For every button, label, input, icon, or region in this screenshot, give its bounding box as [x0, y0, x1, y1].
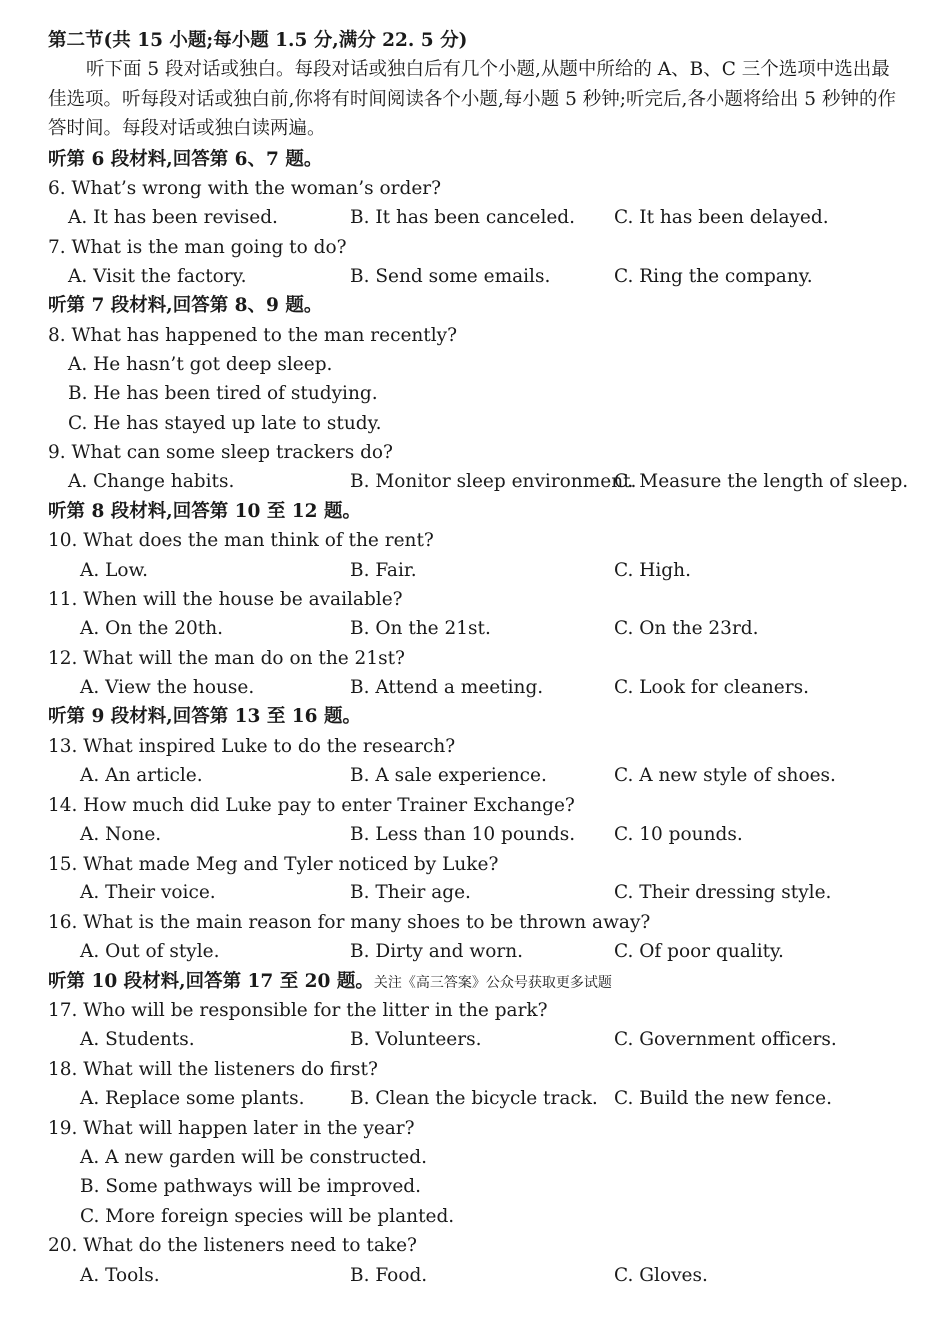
option-a-row: [0, 1143, 950, 1173]
question-18: 18. What will the listeners do first?: [48, 1059, 378, 1080]
options-row: [0, 878, 950, 908]
option-a: A. It has been revised.: [68, 207, 278, 228]
option-a: A. View the house.: [80, 677, 255, 698]
option-a: A. Out of style.: [80, 941, 220, 962]
option-a: A. Their voice.: [80, 882, 216, 903]
question-12: 12. What will the man do on the 21st?: [48, 648, 405, 669]
question-20: 20. What do the listeners need to take?: [48, 1235, 417, 1256]
option-b: B. Their age.: [350, 882, 471, 903]
option-b: B. Volunteers.: [350, 1029, 482, 1050]
option-a: A. None.: [80, 824, 162, 845]
option-b: B. It has been canceled.: [350, 207, 576, 228]
option-b: B. Less than 10 pounds.: [350, 824, 576, 845]
instructions: 听下面 5 段对话或独白。每段对话或独白后有几个小题,从题中所给的 A、B、C 三个选项中选出最佳选项。听每段对话或独白前,你将有时间阅读各个小题,每小题 5 秒钟;听完后,各小题将给出 5 秒钟的作答时间。每段对话或独白读两遍。: [48, 59, 896, 139]
section-title: 第二节(共 15 小题;每小题 1.5 分,满分 22. 5 分): [48, 30, 468, 51]
option-c: C. High.: [614, 560, 691, 581]
option-a: A. He hasn’t got deep sleep.: [68, 354, 333, 375]
options-row: [0, 614, 950, 644]
option-b: B. Attend a meeting.: [350, 677, 544, 698]
option-b: B. Fair.: [350, 560, 417, 581]
option-a: A. Tools.: [80, 1265, 160, 1286]
option-a: A. An article.: [80, 765, 203, 786]
question-7: 7. What is the man going to do?: [48, 237, 347, 258]
group-heading: 听第 6 段材料,回答第 6、7 题。: [48, 149, 323, 170]
group-heading: 听第 10 段材料,回答第 17 至 20 题。: [48, 971, 374, 992]
option-c: C. Ring the company.: [614, 266, 813, 287]
group-heading: 听第 7 段材料,回答第 8、9 题。: [48, 295, 323, 316]
option-c: C. Gloves.: [614, 1265, 708, 1286]
options-row: [0, 262, 950, 292]
group-heading-with-note: [48, 967, 950, 997]
option-c: C. On the 23rd.: [614, 618, 759, 639]
question-14: 14. How much did Luke pay to enter Trainer Exchange?: [48, 795, 575, 816]
option-c: C. Look for cleaners.: [614, 677, 809, 698]
options-row: [0, 1261, 950, 1291]
group-heading: 听第 8 段材料,回答第 10 至 12 题。: [48, 501, 361, 522]
options-row: [0, 203, 950, 233]
option-b-row: [0, 1172, 950, 1202]
option-b: B. Send some emails.: [350, 266, 551, 287]
option-c: C. 10 pounds.: [614, 824, 743, 845]
option-c-row: [0, 409, 950, 439]
option-a: A. A new garden will be constructed.: [80, 1147, 427, 1168]
option-b: B. Dirty and worn.: [350, 941, 523, 962]
option-c: C. Government officers.: [614, 1029, 837, 1050]
options-row: [0, 1025, 950, 1055]
question-15: 15. What made Meg and Tyler noticed by Luke?: [48, 854, 499, 875]
options-row: [0, 467, 950, 497]
question-10: 10. What does the man think of the rent?: [48, 530, 434, 551]
option-c: C. Build the new fence.: [614, 1088, 832, 1109]
option-a: A. Low.: [80, 560, 149, 581]
option-c-row: [0, 1202, 950, 1232]
question-11: 11. When will the house be available?: [48, 589, 403, 610]
group-heading: 听第 9 段材料,回答第 13 至 16 题。: [48, 706, 361, 727]
option-b-row: [0, 379, 950, 409]
options-row: [0, 937, 950, 967]
question-19: 19. What will happen later in the year?: [48, 1118, 415, 1139]
question-13: 13. What inspired Luke to do the research?: [48, 736, 456, 757]
question-16: 16. What is the main reason for many shoes to be thrown away?: [48, 912, 651, 933]
question-8: 8. What has happened to the man recently?: [48, 325, 458, 346]
options-row: [0, 673, 950, 703]
option-c: C. A new style of shoes.: [614, 765, 836, 786]
option-c: C. It has been delayed.: [614, 207, 829, 228]
option-b: B. A sale experience.: [350, 765, 547, 786]
options-row: [0, 556, 950, 586]
promo-note: 关注《高三答案》公众号获取更多试题: [373, 975, 612, 991]
option-a: A. Visit the factory.: [68, 266, 247, 287]
option-c: C. Of poor quality.: [614, 941, 784, 962]
option-a: A. Replace some plants.: [80, 1088, 305, 1109]
option-a: A. Students.: [80, 1029, 195, 1050]
option-a: A. On the 20th.: [80, 618, 224, 639]
options-row: [0, 1084, 950, 1114]
question-17: 17. Who will be responsible for the litter in the park?: [48, 1000, 548, 1021]
option-b: B. Some pathways will be improved.: [80, 1176, 421, 1197]
question-6: 6. What’s wrong with the woman’s order?: [48, 178, 442, 199]
option-b: B. Clean the bicycle track.: [350, 1088, 598, 1109]
option-b: B. Monitor sleep environment.: [350, 471, 637, 492]
options-row: [0, 761, 950, 791]
option-c: C. More foreign species will be planted.: [80, 1206, 455, 1227]
options-row: [0, 820, 950, 850]
option-b: B. On the 21st.: [350, 618, 491, 639]
option-b: B. He has been tired of studying.: [68, 383, 378, 404]
option-c: C. Measure the length of sleep.: [614, 471, 909, 492]
question-9: 9. What can some sleep trackers do?: [48, 442, 393, 463]
option-b: B. Food.: [350, 1265, 428, 1286]
option-a: A. Change habits.: [68, 471, 235, 492]
option-c: C. He has stayed up late to study.: [68, 413, 382, 434]
option-a-row: [0, 350, 950, 380]
option-c: C. Their dressing style.: [614, 882, 832, 903]
